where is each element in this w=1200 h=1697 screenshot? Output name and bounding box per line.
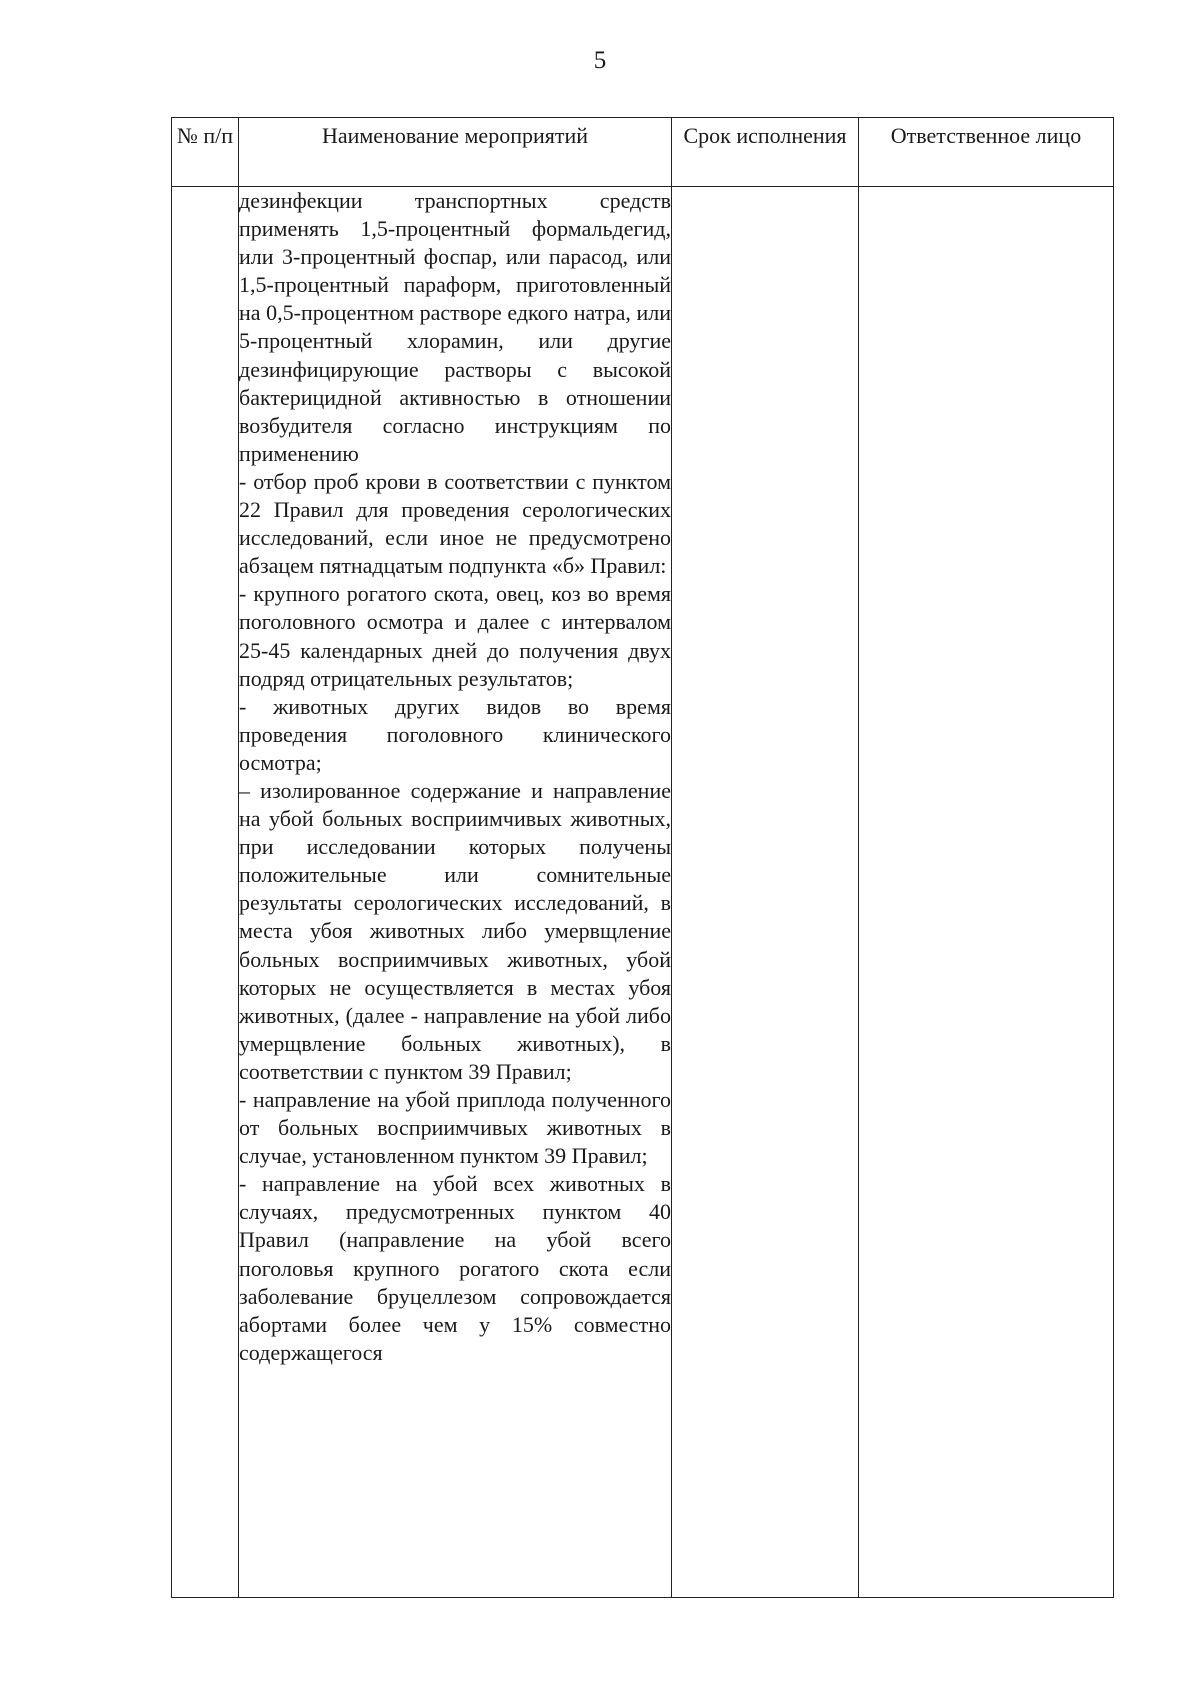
measure-paragraph: - направление на убой приплода полученного от больных восприимчивых животных в случае, установленном пунктом 39 Правил; [239,1087,671,1169]
cell-measure-text [239,187,672,1598]
measure-paragraph: - животных других видов во время проведения поголовного клинического осмотра; [239,693,671,775]
measure-paragraph: дезинфекции транспортных средств применять 1,5-процентный формальдегид, или 3-процентный фоспар, или парасод, или 1,5-процентный параформ, приготовленный на 0,5-процентном растворе едкого натра, или 5-процентный хлорамин, или другие дезинфицирующие растворы с высокой бактерицидной активностью в отношении возбудителя согласно инструкциям по применению [239,188,671,466]
header-responsible-person: Ответственное лицо [859,118,1114,187]
header-number: № п/п [172,118,239,187]
header-deadline: Срок исполнения [672,118,859,187]
table-row [172,187,1114,1598]
table-header-row [172,118,1114,187]
cell-number [172,187,239,1598]
page-number: 5 [593,47,607,74]
header-measure-name: Наименование мероприятий [239,118,672,187]
measure-paragraph: - отбор проб крови в соответствии с пунктом 22 Правил для проведения серологических исследований, если иное не предусмотрено абзацем пятнадцатым подпункта «б» Правил: [239,468,671,579]
measures-table [171,117,1114,1598]
cell-deadline [672,187,859,1598]
cell-responsible-person [859,187,1114,1598]
measure-paragraph: – изолированное содержание и направление на убой больных восприимчивых животных, при исследовании которых получены положительные или сомнительные результаты серологических исследований, в места убоя животных либо умервщление больных восприимчивых животных, убой которых не осуществляется в местах убоя животных, (далее - направление на убой либо умерщвление больных животных), в соответствии с пунктом 39 Правил; [239,777,671,1084]
measure-paragraph: - направление на убой всех животных в случаях, предусмотренных пунктом 40 Правил (направление на убой всего поголовья крупного рогатого скота если заболевание бруцеллезом сопровождается абортами более чем у 15% совместно содержащегося [239,1171,671,1365]
measure-paragraph: - крупного рогатого скота, овец, коз во время поголовного осмотра и далее с интервалом 25-45 календарных дней до получения двух подряд отрицательных результатов; [239,581,671,691]
